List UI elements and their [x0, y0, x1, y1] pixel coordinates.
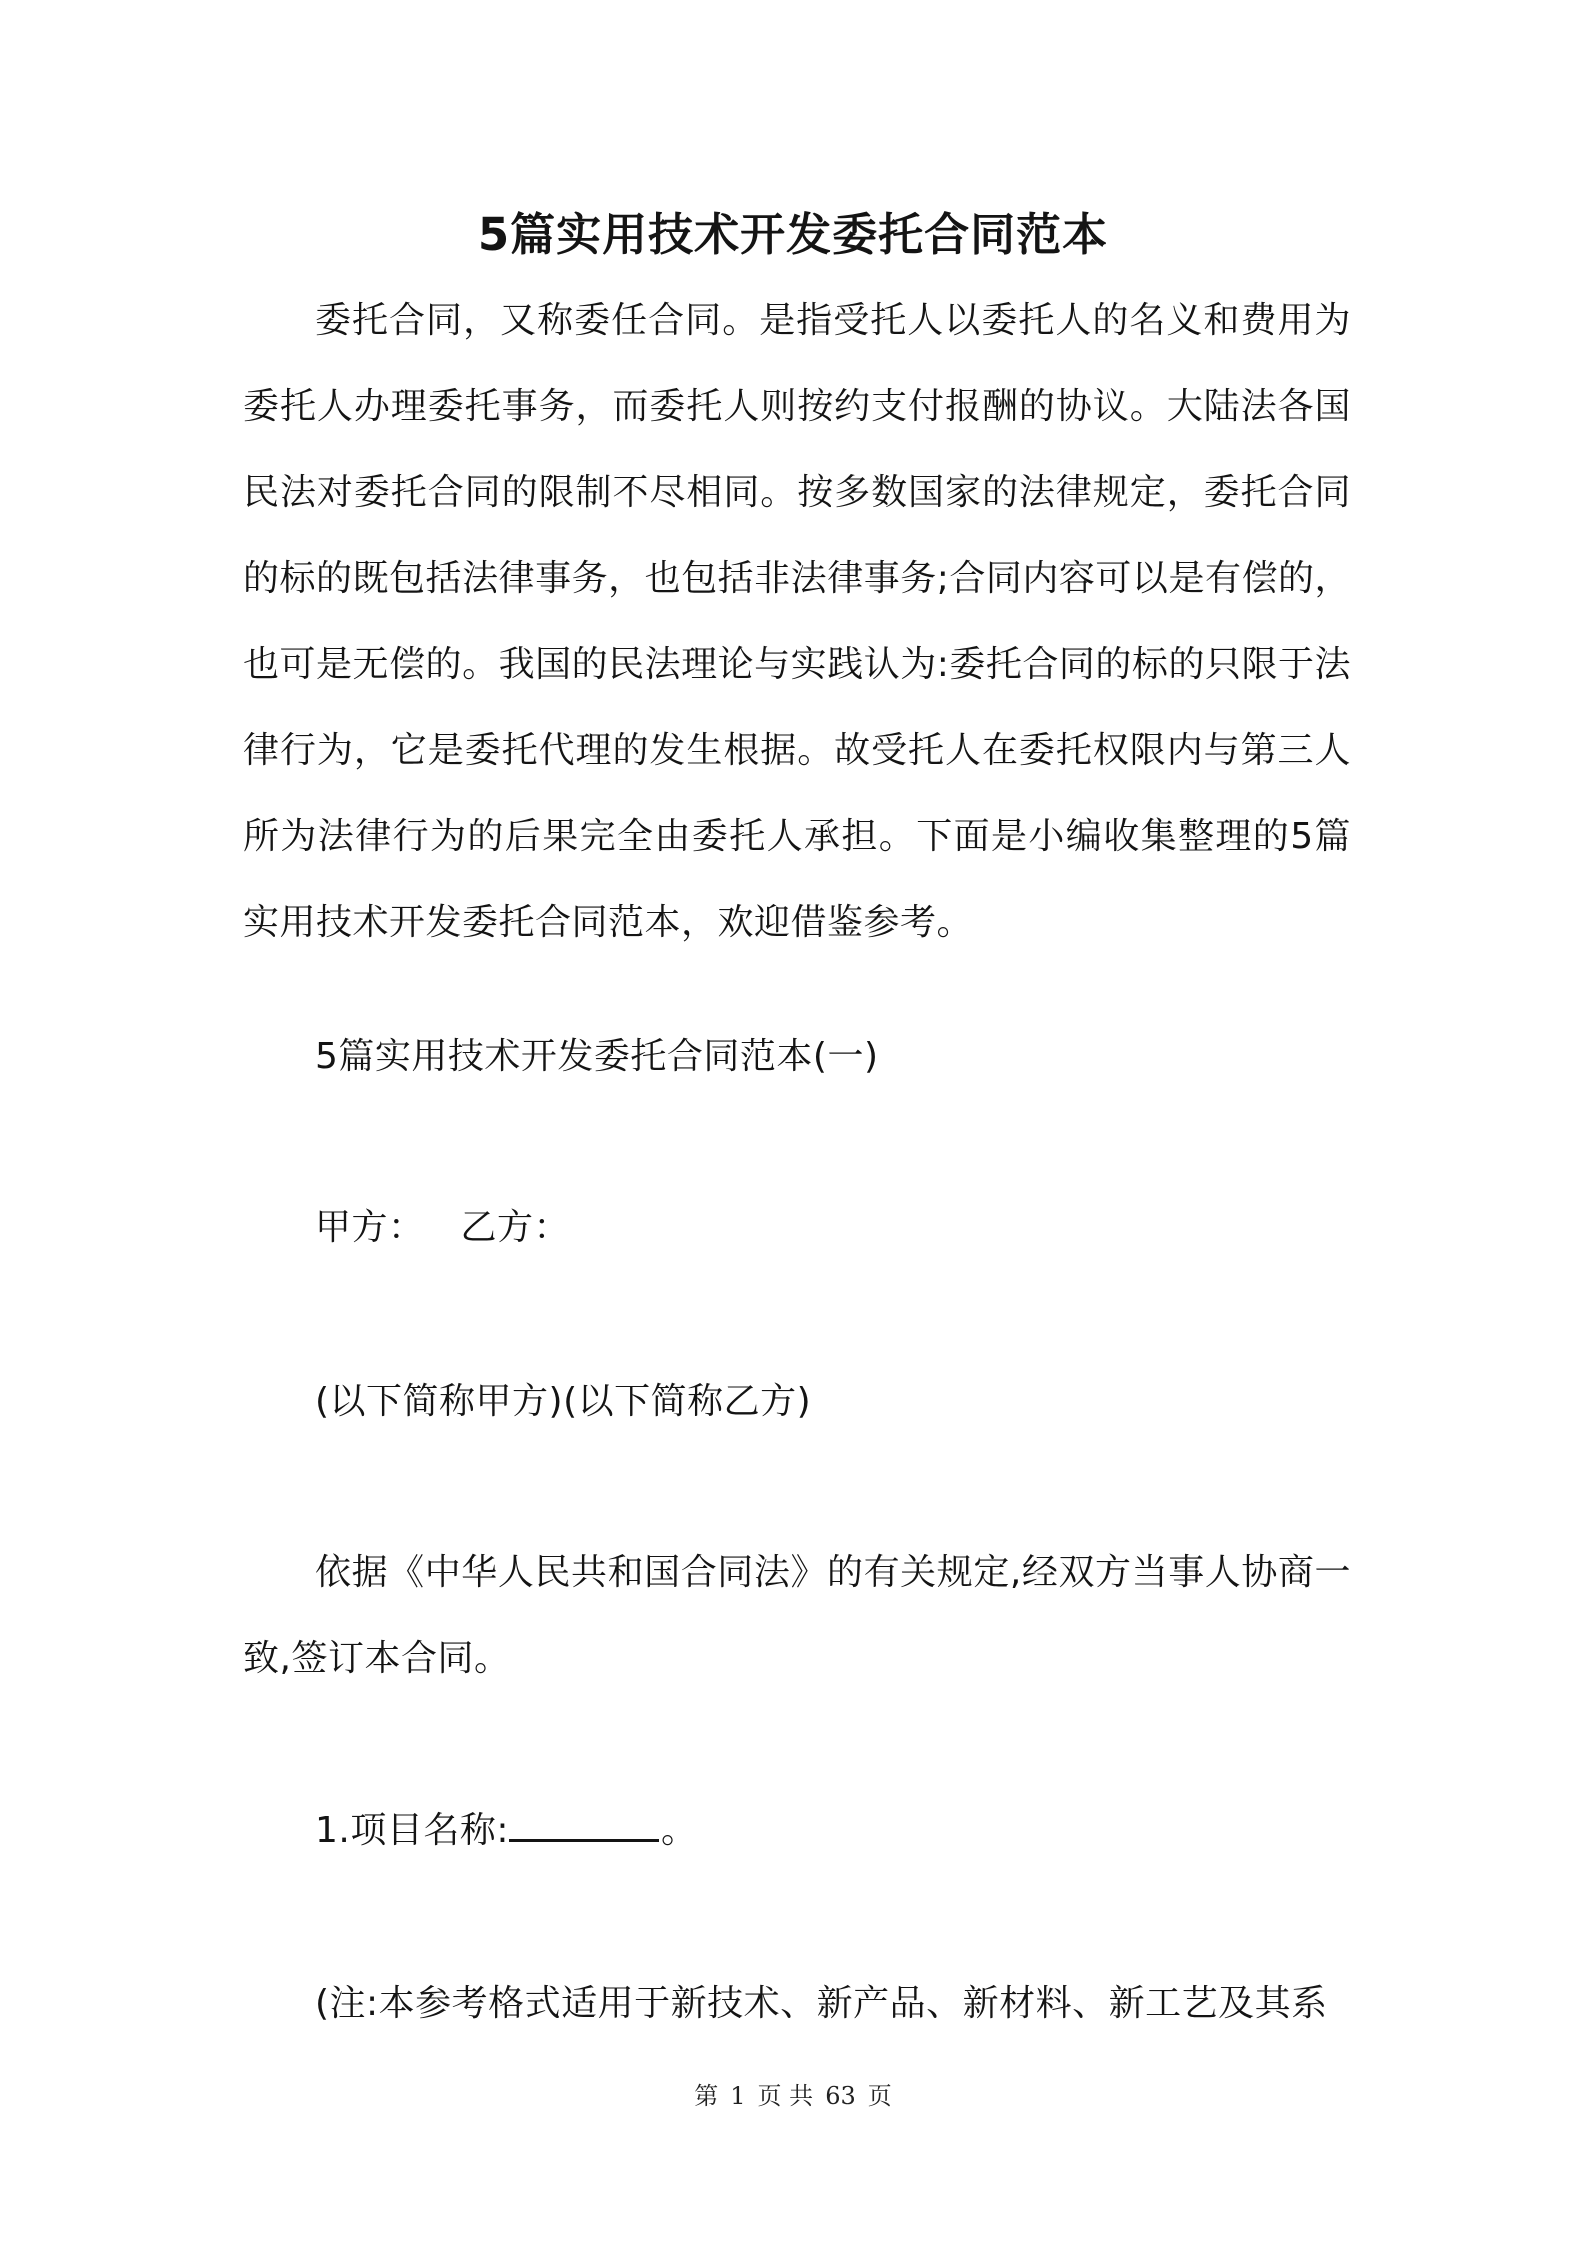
- project-name-line: [243, 1788, 1351, 1874]
- basis-paragraph: 依据《中华人民共和国合同法》的有关规定,经双方当事人协商一致,签订本合同。: [243, 1552, 1351, 1679]
- party-a-label: 甲方：: [315, 1207, 425, 1248]
- project-name-blank: [509, 1809, 659, 1842]
- document-title: 5篇实用技术开发委托合同范本: [477, 208, 1109, 261]
- project-name-end: 。: [660, 1810, 698, 1851]
- footer-prefix: 第: [694, 2082, 719, 2110]
- note-paragraph: (注:本参考格式适用于新技术、新产品、新材料、新工艺及其系: [315, 1983, 1328, 2024]
- footer-mid: 页 共: [757, 2082, 814, 2110]
- page-footer: [0, 2076, 1586, 2116]
- contract-subtitle: 5篇实用技术开发委托合同范本(一): [315, 1036, 879, 1077]
- footer-suffix: 页: [867, 2082, 892, 2110]
- footer-total-pages: 63: [825, 2082, 856, 2110]
- intro-paragraph: 委托合同，又称委任合同。是指受托人以委托人的名义和费用为委托人办理委托事务，而委托人则按约支付报酬的协议。大陆法各国民法对委托合同的限制不尽相同。按多数国家的法律规定，委托合同的标的既包括法律事务，也包括非法律事务;合同内容可以是有偿的，也可是无偿的。我国的民法理论与实践认为:委托合同的标的只限于法律行为，它是委托代理的发生根据。故受托人在委托权限内与第三人所为法律行为的后果完全由委托人承担。下面是小编收集整理的5篇实用技术开发委托合同范本，欢迎借鉴参考。: [243, 300, 1351, 943]
- project-name-label: 1.项目名称:: [315, 1810, 509, 1851]
- abbreviations-line: (以下简称甲方)(以下简称乙方): [315, 1381, 812, 1422]
- parties-line: [243, 1185, 1351, 1271]
- party-b-label: 乙方：: [460, 1207, 571, 1248]
- footer-page-number: 1: [730, 2082, 746, 2110]
